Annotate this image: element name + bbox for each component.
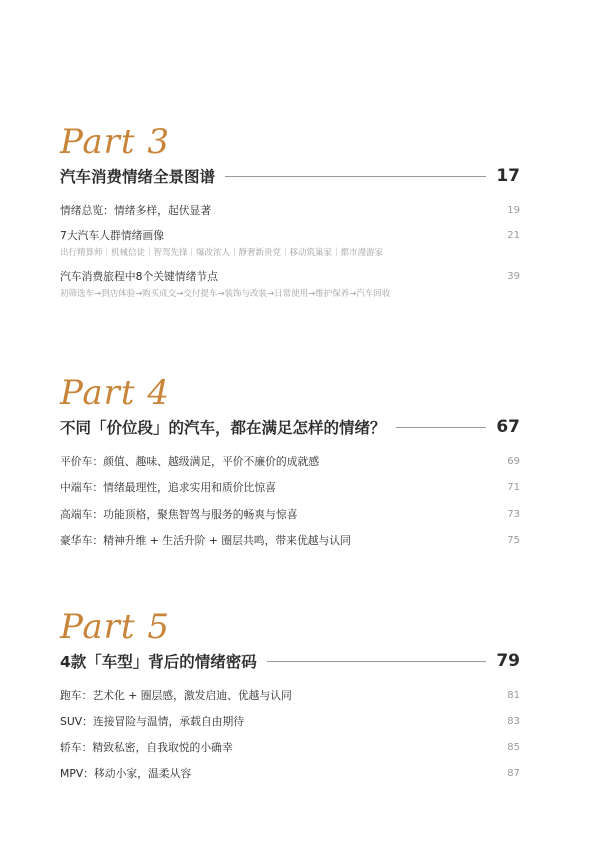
section-heading[interactable] xyxy=(60,415,520,439)
part-label: Part 4 xyxy=(60,373,170,413)
entry-title: 轿车：精致私密，自我取悦的小确幸 xyxy=(60,740,233,754)
entry-title: 平价车：颜值、趣味、越级满足，平价不廉价的成就感 xyxy=(60,454,320,468)
entry-title: 跑车：艺术化 + 圈层感，激发启迪、优越与认同 xyxy=(60,688,292,702)
entry-page-number: 21 xyxy=(507,229,520,241)
entry-page-number: 71 xyxy=(507,481,520,493)
part-label: Part 5 xyxy=(60,607,170,647)
toc-entry[interactable] xyxy=(60,202,520,218)
toc-entry[interactable] xyxy=(60,453,520,469)
leader-line xyxy=(267,661,487,662)
entry-page-number: 85 xyxy=(507,741,520,753)
entry-title: SUV：连接冒险与温情，承载自由期待 xyxy=(60,714,245,728)
entry-title: 豪华车：精神升维 + 生活升阶 + 圈层共鸣，带来优越与认同 xyxy=(60,533,351,547)
section-page-number: 79 xyxy=(496,651,520,671)
part-5-section xyxy=(60,607,520,780)
toc-entry[interactable] xyxy=(60,739,520,755)
toc-entry[interactable] xyxy=(60,227,520,258)
leader-line xyxy=(396,427,487,428)
entry-page-number: 87 xyxy=(507,767,520,779)
entry-page-number: 73 xyxy=(507,508,520,520)
part-4-section xyxy=(60,373,520,547)
entry-page-number: 83 xyxy=(507,715,520,727)
section-heading[interactable] xyxy=(60,164,520,188)
entry-subtitle: 出行精算师｜机械信徒｜智驾先锋｜爆改浓人｜静奢新贵党｜移动筑巢家｜都市漫游家 xyxy=(60,248,384,258)
entry-page-number: 75 xyxy=(507,534,520,546)
section-title: 不同「价位段」的汽车，都在满足怎样的情绪？ xyxy=(60,419,386,437)
entry-title: 汽车消费旅程中8个关键情绪节点 xyxy=(60,269,219,283)
toc-entry[interactable] xyxy=(60,713,520,729)
part-3-section xyxy=(60,122,520,299)
entry-title: 高端车：功能顶格，聚焦智驾与服务的畅爽与惊喜 xyxy=(60,507,298,521)
entry-subtitle: 初筛选车→到店体验→购买成交→交付提车→装饰与改装→日常使用→维护保养→汽车回收 xyxy=(60,289,391,299)
toc-entry[interactable] xyxy=(60,532,520,548)
entry-page-number: 19 xyxy=(507,204,520,216)
toc-entry[interactable] xyxy=(60,687,520,703)
toc-entry[interactable] xyxy=(60,268,520,299)
entry-title: 7大汽车人群情绪画像 xyxy=(60,228,165,242)
entry-page-number: 39 xyxy=(507,270,520,282)
toc-entry[interactable] xyxy=(60,479,520,495)
entry-title: MPV：移动小家，温柔从容 xyxy=(60,766,192,780)
part-label: Part 3 xyxy=(60,122,170,162)
section-title: 4款「车型」背后的情绪密码 xyxy=(60,653,257,671)
section-heading[interactable] xyxy=(60,649,520,673)
toc-entry[interactable] xyxy=(60,765,520,781)
section-page-number: 67 xyxy=(496,417,520,437)
entry-title: 情绪总览：情绪多样，起伏显著 xyxy=(60,203,212,217)
section-title: 汽车消费情绪全景图谱 xyxy=(60,168,216,186)
section-page-number: 17 xyxy=(496,166,520,186)
entry-title: 中端车：情绪最理性，追求实用和质价比惊喜 xyxy=(60,480,276,494)
toc-entry[interactable] xyxy=(60,506,520,522)
entry-page-number: 81 xyxy=(507,689,520,701)
leader-line xyxy=(225,176,486,177)
entry-page-number: 69 xyxy=(507,455,520,467)
